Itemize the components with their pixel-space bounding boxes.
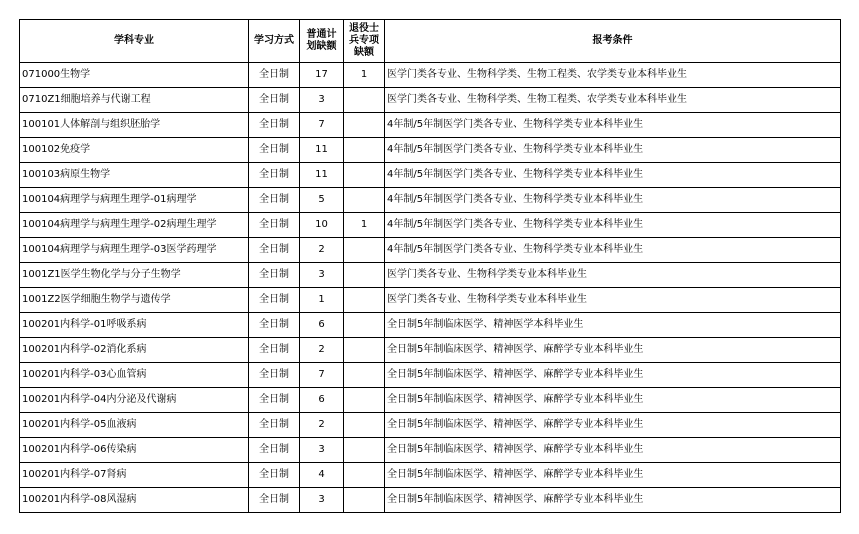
cell-veteran [344, 238, 385, 263]
cell-mode: 全日制 [249, 488, 300, 513]
cell-veteran [344, 363, 385, 388]
cell-veteran [344, 463, 385, 488]
cell-veteran [344, 388, 385, 413]
cell-major: 100104病理学与病理生理学-01病理学 [20, 188, 249, 213]
cell-major: 100201内科学-02消化系病 [20, 338, 249, 363]
cell-quota: 1 [300, 288, 344, 313]
cell-major: 1001Z2医学细胞生物学与遗传学 [20, 288, 249, 313]
header-mode: 学习方式 [249, 20, 300, 63]
cell-quota: 3 [300, 88, 344, 113]
cell-requirements: 医学门类各专业、生物科学类专业本科毕业生 [385, 288, 841, 313]
cell-veteran [344, 338, 385, 363]
cell-major: 100104病理学与病理生理学-02病理生理学 [20, 213, 249, 238]
header-row [20, 20, 841, 63]
table-row [20, 188, 841, 213]
cell-mode: 全日制 [249, 338, 300, 363]
cell-veteran [344, 413, 385, 438]
cell-requirements: 全日制5年制临床医学、精神医学、麻醉学专业本科毕业生 [385, 363, 841, 388]
table-body [20, 63, 841, 513]
cell-veteran [344, 188, 385, 213]
table-row [20, 388, 841, 413]
cell-mode: 全日制 [249, 438, 300, 463]
cell-quota: 3 [300, 438, 344, 463]
cell-mode: 全日制 [249, 288, 300, 313]
cell-mode: 全日制 [249, 88, 300, 113]
table-row [20, 463, 841, 488]
cell-requirements: 4年制/5年制医学门类各专业、生物科学类专业本科毕业生 [385, 138, 841, 163]
table-row [20, 263, 841, 288]
cell-major: 0710Z1细胞培养与代谢工程 [20, 88, 249, 113]
cell-requirements: 4年制/5年制医学门类各专业、生物科学类专业本科毕业生 [385, 163, 841, 188]
cell-mode: 全日制 [249, 463, 300, 488]
cell-major: 100201内科学-01呼吸系病 [20, 313, 249, 338]
cell-veteran [344, 288, 385, 313]
cell-requirements: 4年制/5年制医学门类各专业、生物科学类专业本科毕业生 [385, 213, 841, 238]
cell-veteran [344, 88, 385, 113]
cell-veteran: 1 [344, 63, 385, 88]
cell-mode: 全日制 [249, 213, 300, 238]
cell-requirements: 医学门类各专业、生物科学类、生物工程类、农学类专业本科毕业生 [385, 88, 841, 113]
table-row [20, 288, 841, 313]
table-row [20, 213, 841, 238]
cell-quota: 3 [300, 263, 344, 288]
header-requirements: 报考条件 [385, 20, 841, 63]
cell-quota: 3 [300, 488, 344, 513]
table-row [20, 413, 841, 438]
cell-major: 100201内科学-08风湿病 [20, 488, 249, 513]
table-row [20, 163, 841, 188]
cell-major: 100201内科学-04内分泌及代谢病 [20, 388, 249, 413]
cell-quota: 5 [300, 188, 344, 213]
admissions-table [19, 19, 841, 513]
table-row [20, 488, 841, 513]
cell-requirements: 医学门类各专业、生物科学类专业本科毕业生 [385, 263, 841, 288]
cell-mode: 全日制 [249, 63, 300, 88]
table-row [20, 113, 841, 138]
cell-quota: 4 [300, 463, 344, 488]
table-row [20, 363, 841, 388]
cell-veteran [344, 163, 385, 188]
cell-veteran [344, 438, 385, 463]
cell-major: 100102免疫学 [20, 138, 249, 163]
cell-requirements: 4年制/5年制医学门类各专业、生物科学类专业本科毕业生 [385, 113, 841, 138]
cell-major: 071000生物学 [20, 63, 249, 88]
cell-mode: 全日制 [249, 113, 300, 138]
cell-major: 100103病原生物学 [20, 163, 249, 188]
cell-veteran [344, 113, 385, 138]
table-row [20, 238, 841, 263]
cell-major: 100101人体解剖与组织胚胎学 [20, 113, 249, 138]
cell-veteran [344, 313, 385, 338]
cell-quota: 17 [300, 63, 344, 88]
cell-veteran: 1 [344, 213, 385, 238]
cell-mode: 全日制 [249, 388, 300, 413]
cell-requirements: 全日制5年制临床医学、精神医学、麻醉学专业本科毕业生 [385, 463, 841, 488]
cell-requirements: 医学门类各专业、生物科学类、生物工程类、农学类专业本科毕业生 [385, 63, 841, 88]
table-row [20, 88, 841, 113]
cell-major: 100201内科学-03心血管病 [20, 363, 249, 388]
cell-mode: 全日制 [249, 413, 300, 438]
cell-veteran [344, 263, 385, 288]
table-row [20, 338, 841, 363]
cell-major: 100201内科学-06传染病 [20, 438, 249, 463]
table-row [20, 313, 841, 338]
cell-requirements: 全日制5年制临床医学、精神医学、麻醉学专业本科毕业生 [385, 488, 841, 513]
cell-veteran [344, 488, 385, 513]
cell-quota: 11 [300, 163, 344, 188]
cell-requirements: 全日制5年制临床医学、精神医学、麻醉学专业本科毕业生 [385, 438, 841, 463]
cell-quota: 2 [300, 338, 344, 363]
cell-mode: 全日制 [249, 238, 300, 263]
cell-requirements: 4年制/5年制医学门类各专业、生物科学类专业本科毕业生 [385, 188, 841, 213]
cell-mode: 全日制 [249, 263, 300, 288]
cell-major: 100201内科学-05血液病 [20, 413, 249, 438]
cell-major: 100201内科学-07肾病 [20, 463, 249, 488]
cell-quota: 7 [300, 363, 344, 388]
cell-mode: 全日制 [249, 163, 300, 188]
cell-quota: 2 [300, 238, 344, 263]
cell-mode: 全日制 [249, 188, 300, 213]
cell-quota: 2 [300, 413, 344, 438]
table-header [20, 20, 841, 63]
cell-quota: 11 [300, 138, 344, 163]
table-row [20, 138, 841, 163]
cell-quota: 10 [300, 213, 344, 238]
cell-mode: 全日制 [249, 363, 300, 388]
cell-requirements: 全日制5年制临床医学、精神医学本科毕业生 [385, 313, 841, 338]
cell-quota: 6 [300, 388, 344, 413]
cell-requirements: 全日制5年制临床医学、精神医学、麻醉学专业本科毕业生 [385, 388, 841, 413]
cell-quota: 6 [300, 313, 344, 338]
cell-mode: 全日制 [249, 138, 300, 163]
cell-major: 100104病理学与病理生理学-03医学药理学 [20, 238, 249, 263]
cell-quota: 7 [300, 113, 344, 138]
cell-requirements: 全日制5年制临床医学、精神医学、麻醉学专业本科毕业生 [385, 338, 841, 363]
table-row [20, 438, 841, 463]
cell-requirements: 全日制5年制临床医学、精神医学、麻醉学专业本科毕业生 [385, 413, 841, 438]
cell-major: 1001Z1医学生物化学与分子生物学 [20, 263, 249, 288]
cell-requirements: 4年制/5年制医学门类各专业、生物科学类专业本科毕业生 [385, 238, 841, 263]
header-veteran: 退役士兵专项缺额 [344, 20, 385, 63]
header-quota: 普通计划缺额 [300, 20, 344, 63]
header-major: 学科专业 [20, 20, 249, 63]
cell-veteran [344, 138, 385, 163]
table-row [20, 63, 841, 88]
cell-mode: 全日制 [249, 313, 300, 338]
